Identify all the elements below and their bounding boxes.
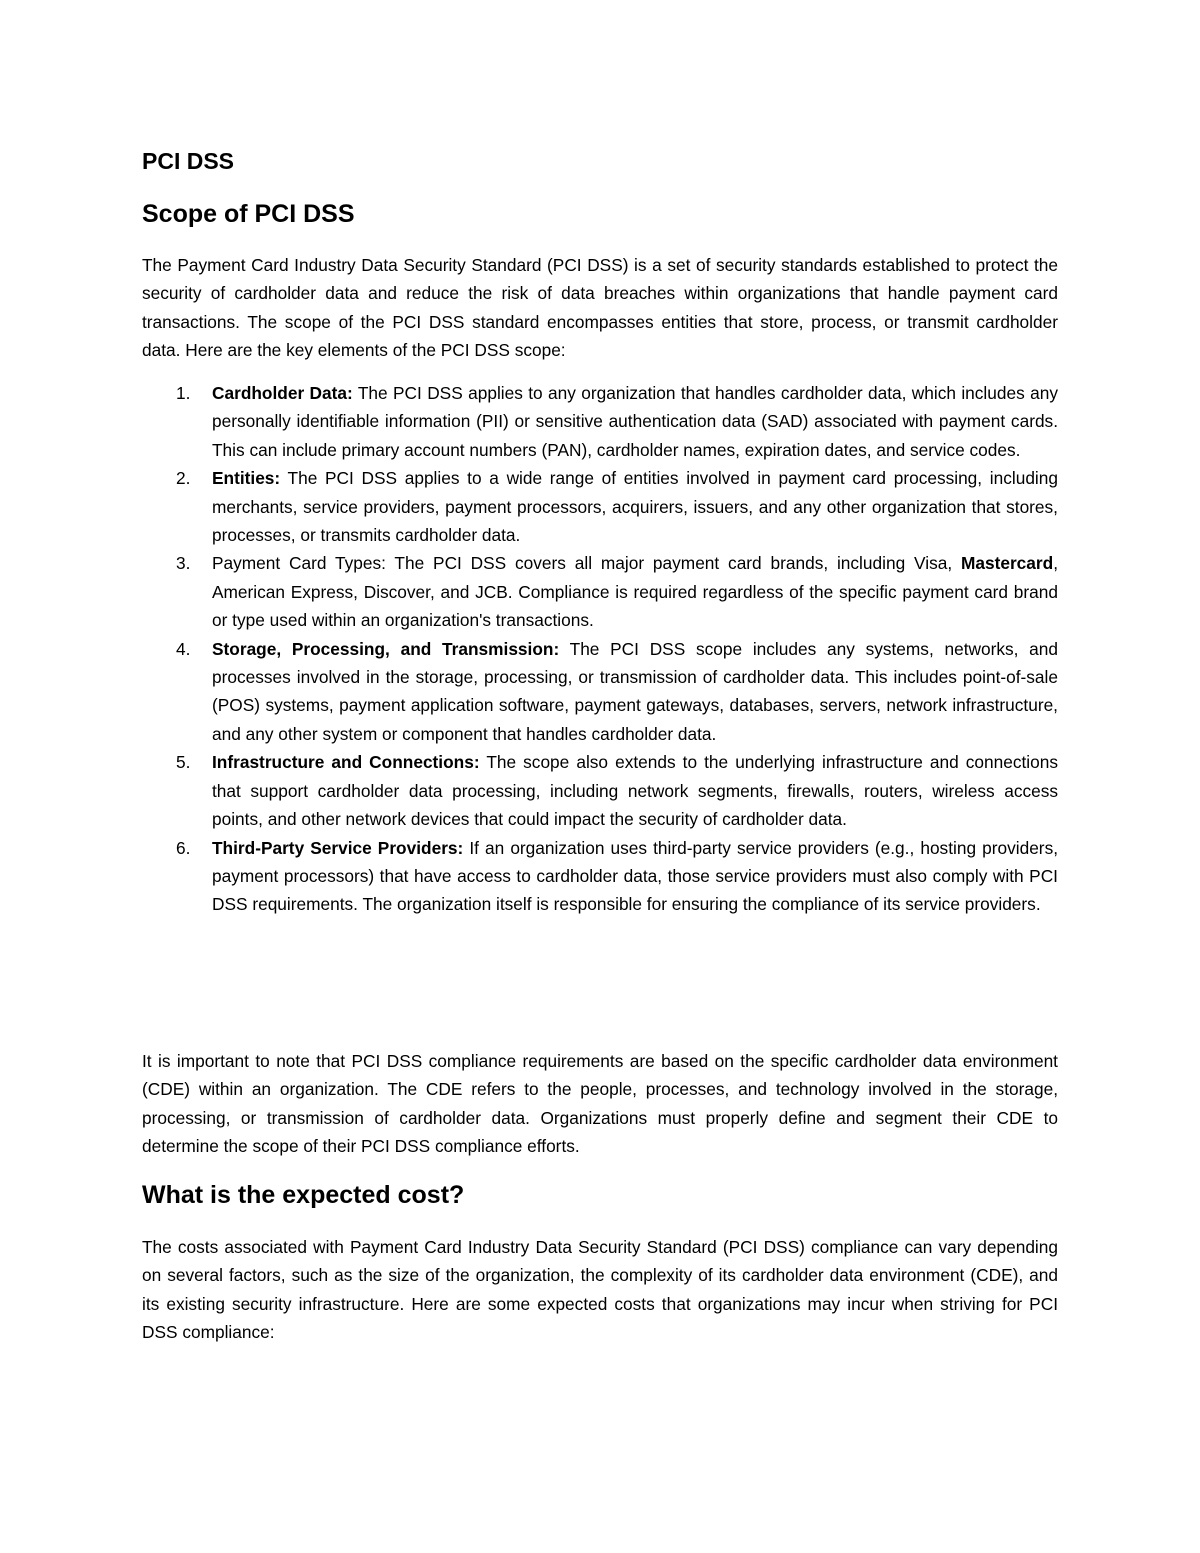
list-item: [142, 834, 1058, 919]
important-paragraph: It is important to note that PCI DSS compliance requirements are based on the specific cardholder data environment (CDE) within an organization. The CDE refers to the people, processes, and technology involved in the storage, processing, or transmission of cardholder data. Organizations must properly define and segment their CDE to determine the scope of their PCI DSS compliance efforts.: [142, 1051, 1058, 1157]
list-number: 4.: [176, 638, 191, 659]
list-text: The scope also extends to the underlying infrastructure and connections that support cardholder data processing, including network segments, firewalls, routers, wireless access points, and other network devices that could impact the security of cardholder data.: [212, 752, 1058, 830]
scope-heading: Scope of PCI DSS: [142, 200, 355, 228]
intro-paragraph: The Payment Card Industry Data Security Standard (PCI DSS) is a set of security standards established to protect the security of cardholder data and reduce the risk of data breaches within organizations that handle payment card transactions. The scope of the PCI DSS standard encompasses entities that store, process, or transmit cardholder data. Here are the key elements of the PCI DSS scope:: [142, 255, 1058, 361]
list-text: The PCI DSS applies to any organization that handles cardholder data, which includes any personally identifiable information (PII) or sensitive authentication data (SAD) associated with payment cards. This can include primary account numbers (PAN), cardholder names, expiration dates, and service codes.: [212, 383, 1058, 460]
list-term: Entities:: [212, 468, 281, 489]
list-text: If an organization uses third-party service providers (e.g., hosting providers, payment processors) that have access to cardholder data, those service providers must also comply with PCI DSS requirements. The organization itself is responsible for ensuring the compliance of its service providers.: [212, 837, 1059, 915]
list-term: Infrastructure and Connections:: [212, 752, 480, 773]
list-item: [142, 464, 1058, 549]
list-number: 3.: [176, 553, 191, 574]
list-item: [142, 748, 1058, 833]
list-text: , American Express, Discover, and JCB. Compliance is required regardless of the specific payment card brand or type used within an organization's transactions.: [212, 553, 1058, 631]
list-item: [142, 379, 1058, 464]
list-number: 6.: [176, 837, 191, 858]
list-term: Mastercard: [960, 553, 1054, 574]
document-title: PCI DSS: [142, 148, 235, 174]
list-text: The PCI DSS applies to a wide range of entities involved in payment card processing, including merchants, service providers, payment processors, acquirers, issuers, and any other organization that stores, processes, or transmits cardholder data.: [212, 468, 1058, 546]
list-number: 1.: [176, 383, 191, 403]
list-item: [142, 549, 1058, 634]
cost-paragraph: The costs associated with Payment Card Industry Data Security Standard (PCI DSS) compliance can vary depending on several factors, such as the size of the organization, the complexity of its cardholder data environment (CDE), and its existing security infrastructure. Here are some expected costs that organizations may incur when striving for PCI DSS compliance:: [142, 1237, 1058, 1343]
cost-heading: What is the expected cost?: [142, 1181, 465, 1209]
list-number: 2.: [176, 468, 191, 489]
list-term: Third-Party Service Providers:: [212, 837, 464, 858]
scope-list: [142, 379, 1058, 919]
list-number: 5.: [176, 752, 191, 773]
list-term: Storage, Processing, and Transmission:: [212, 638, 560, 659]
list-item: [142, 635, 1058, 749]
list-text: The PCI DSS scope includes any systems, networks, and processes involved in the storage, processing, or transmission of cardholder data. This includes point-of-sale (POS) systems, payment application software, payment gateways, databases, servers, network infrastructure, and any other system or component that handles cardholder data.: [212, 638, 1058, 744]
list-term: Cardholder Data:: [212, 383, 353, 403]
list-lead: Payment Card Types: The PCI DSS covers all major payment card brands, including Visa,: [212, 553, 961, 574]
